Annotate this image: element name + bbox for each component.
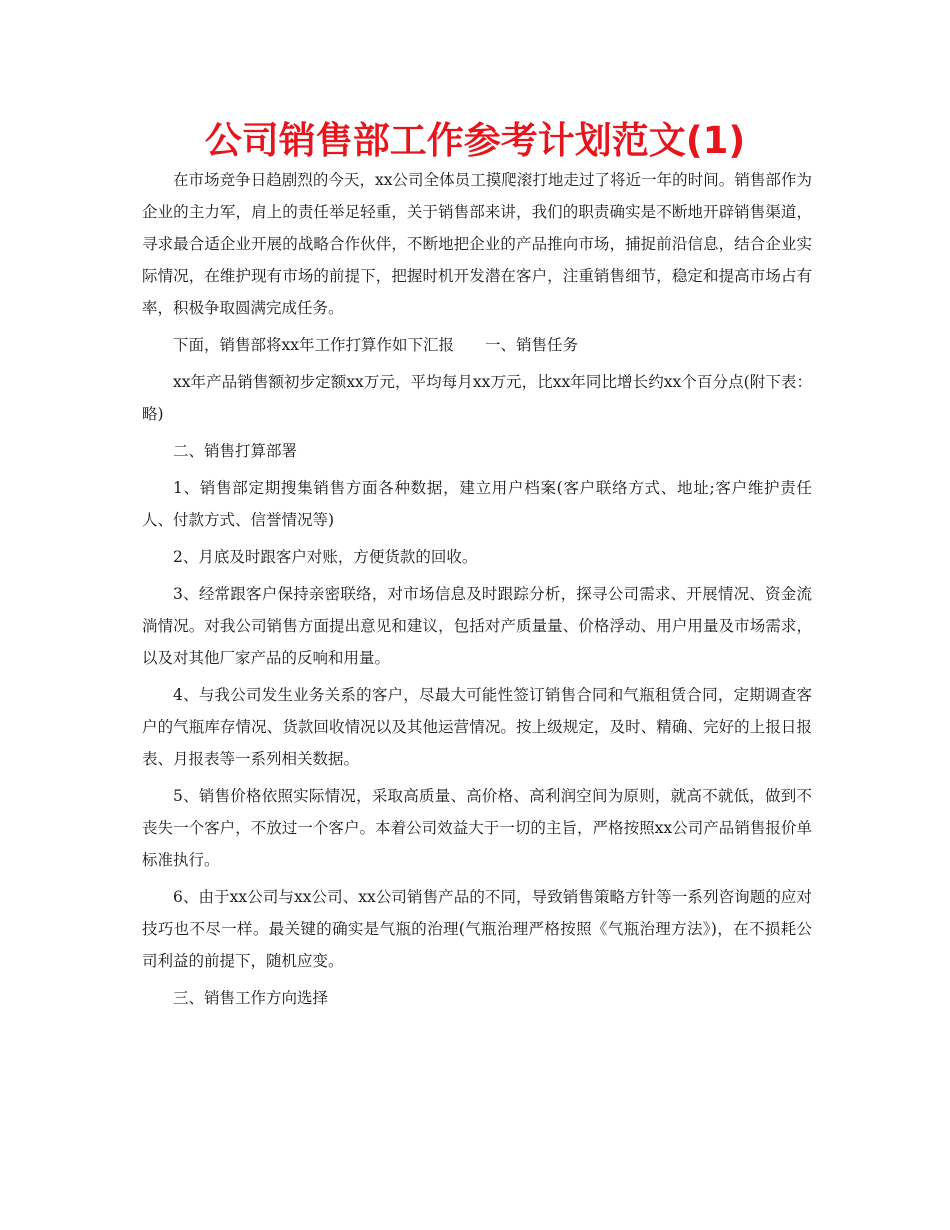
- paragraph-item-5: 5、销售价格依照实际情况，采取高质量、高价格、高利润空间为原则，就高不就低，做到不丧失一个客户，不放过一个客户。本着公司效益大于一切的主旨，严格按照xx公司产品销售报价单标准执行。: [142, 787, 812, 869]
- document-title: 公司销售部工作参考计划范文(1): [204, 119, 746, 162]
- section-heading-plan: 二、销售打算部署: [173, 442, 298, 460]
- paragraph-item-6: 6、由于xx公司与xx公司、xx公司销售产品的不同，导致销售策略方针等一系列咨询题的应对技巧也不尽一样。最关键的确实是气瓶的治理(气瓶治理严格按照《气瓶治理方法》)，在不损耗公司利益的前提下，随机应变。: [142, 888, 812, 970]
- paragraph-item-1: 1、销售部定期搜集销售方面各种数据，建立用户档案(客户联络方式、地址;客户维护责任人、付款方式、信誉情况等): [142, 479, 812, 529]
- paragraph-sales-target: xx年产品销售额初步定额xx万元，平均每月xx万元，比xx年同比增长约xx个百分点(附下表：略): [142, 373, 812, 423]
- paragraph-intro: 在市场竞争日趋剧烈的今天，xx公司全体员工摸爬滚打地走过了将近一年的时间。销售部作为企业的主力军，肩上的责任举足轻重，关于销售部来讲，我们的职责确实是不断地开辟销售渠道，寻求最合适企业开展的战略合作伙伴，不断地把企业的产品推向市场，捕捉前沿信息，结合企业实际情况，在维护现有市场的前提下，把握时机开发潜在客户，注重销售细节，稳定和提高市场占有率，积极争取圆满完成任务。: [142, 171, 812, 317]
- paragraph-item-4: 4、与我公司发生业务关系的客户，尽最大可能性签订销售合同和气瓶租赁合同，定期调查客户的气瓶库存情况、货款回收情况以及其他运营情况。按上级规定，及时、精确、完好的上报日报表、月报表等一系列相关数据。: [142, 686, 812, 768]
- section-heading-direction: 三、销售工作方向选择: [173, 989, 329, 1007]
- paragraph-item-3: 3、经常跟客户保持亲密联络，对市场信息及时跟踪分析，探寻公司需求、开展情况、资金流淌情况。对我公司销售方面提出意见和建议，包括对产质量量、价格浮动、用户用量及市场需求，以及对其他厂家产品的反响和用量。: [142, 585, 812, 667]
- paragraph-report-intro: 下面，销售部将xx年工作打算作如下汇报 一、销售任务: [173, 336, 578, 354]
- document-body: [142, 164, 812, 1019]
- paragraph-item-2: 2、月底及时跟客户对账，方便货款的回收。: [173, 548, 478, 566]
